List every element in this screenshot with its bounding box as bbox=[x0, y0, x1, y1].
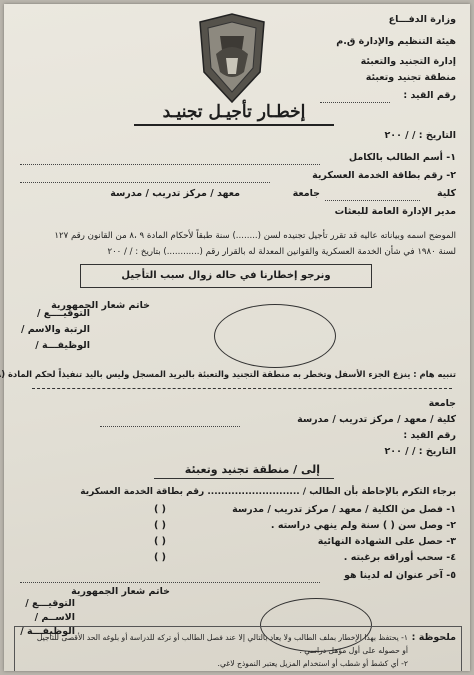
option-age-limit: ٢- وصل سن ( ) سنة ولم ينهي دراسته . bbox=[270, 520, 456, 531]
option-1-bracket[interactable]: ( ) bbox=[154, 504, 166, 515]
option-2-bracket[interactable]: ( ) bbox=[154, 520, 166, 531]
option-4-bracket[interactable]: ( ) bbox=[154, 552, 166, 563]
form2-request: برجاء التكرم بالإحاطة بأن الطالب / ........................... رقم بطاقة الخدمة العسكرية bbox=[80, 487, 456, 497]
form2-college-dots[interactable] bbox=[100, 425, 240, 427]
student-name-label: ١- أسم الطالب بالكامل bbox=[348, 152, 456, 163]
military-card-label: ٢- رقم بطاقة الخدمة العسكرية bbox=[312, 170, 456, 181]
authority-label: هيئة التنظيم والإدارة ق.م bbox=[336, 36, 456, 47]
option-3-bracket[interactable]: ( ) bbox=[154, 536, 166, 547]
rank-name-label: الرتبة والاسم / bbox=[20, 324, 90, 335]
date-label: التاريخ : / / ٢٠٠ bbox=[384, 130, 456, 141]
important-notice: تنبيه هام : ينزع الجزء الأسفل وتخطر به منطقة التجنيد والتعبئة بالبريد المسجل وليس باليد تنفيذاً لحكم المادة ( bbox=[1, 369, 456, 379]
form2-position-label: الوظيفـــة / bbox=[20, 626, 75, 637]
decision-body-1: الموضح اسمه وبياناته عاليه قد تقرر تأجيل تجنيده لسن (........) سنة طبقاً لأحكام المادة ٩ ،٨ من القانون رقم ١٢٧ bbox=[54, 231, 456, 241]
form2-college-label: كلية / معهد / مركز تدريب / مدرسة bbox=[297, 414, 456, 425]
director-label: مدير الإدارة العامة للبعثات bbox=[334, 206, 456, 217]
eagle-emblem-icon bbox=[196, 10, 268, 110]
stamp-label: خاتم شعار الجمهورية bbox=[51, 300, 150, 311]
form2-name-label: الاســم / bbox=[34, 612, 75, 623]
last-address-dots[interactable] bbox=[20, 581, 320, 583]
ministry-label: وزارة الدفـــاع bbox=[388, 14, 456, 25]
position-label: الوظيفـــة / bbox=[35, 340, 90, 351]
form2-stamp-label: خاتم شعار الجمهورية bbox=[71, 586, 170, 597]
signature-label: التوقيــــع / bbox=[36, 308, 90, 319]
stamp-circle bbox=[214, 304, 336, 368]
form2-ref-no-label: رقم القيد : bbox=[403, 430, 456, 441]
decision-body-2: لسنة ١٩٨٠ في شأن الخدمة العسكرية والقوانين المعدلة له بالقرار رقم (............) بتاريخ : / / ٢٠٠ bbox=[107, 247, 456, 257]
university-label: جامعة bbox=[292, 188, 320, 199]
military-card-dots[interactable] bbox=[20, 181, 270, 183]
form-title: إخطـار تأجيـل تجنيـد bbox=[134, 102, 334, 126]
option-withdrew: ٤- سحب أوراقه برغبته . bbox=[343, 552, 456, 563]
form2-date-label: التاريخ : / / ٢٠٠ bbox=[384, 446, 456, 457]
institute-label: معهد / مركز تدريب / مدرسة bbox=[110, 188, 240, 199]
option-dismissed: ١- فصل من الكلية / معهد / مركز تدريب / مدرسة bbox=[232, 504, 456, 515]
option-graduated: ٣- حصل على الشهادة النهائية bbox=[317, 536, 456, 547]
form2-university-label: جامعة bbox=[428, 398, 456, 409]
form-sheet bbox=[1, 4, 470, 671]
notify-request-box: ونرجو إخطارنا في حاله زوال سبب التأجيل bbox=[80, 264, 372, 288]
tear-line bbox=[32, 388, 452, 389]
form2-signature-label: التوقيـــع / bbox=[25, 598, 75, 609]
dept-label: إدارة التجنيد والتعبئة bbox=[360, 56, 456, 67]
college-label: كلية bbox=[436, 188, 456, 199]
college-dots[interactable] bbox=[325, 199, 420, 201]
last-address-label: ٥- آخر عنوان له لدينا هو bbox=[344, 570, 456, 581]
zone-label: منطقة تجنيد وتعبئة bbox=[365, 72, 456, 83]
student-name-dots[interactable] bbox=[20, 163, 320, 165]
note-1: ١- يحتفظ بهذا الإخطار بملف الطالب ولا يعاد بالتالي إلا عند فصل الطالب أو تركه للدراسة أو بلوغه الحد الأقصى للتأجيل bbox=[36, 633, 408, 642]
notes-label: ملحوظة : bbox=[411, 632, 456, 643]
note-1b: أو حصوله على أول مؤهل دراسي . bbox=[299, 646, 408, 655]
ref-no-label: رقم القيد : bbox=[403, 90, 456, 101]
note-2: ٢- أي كشط أو شطب أو استخدام المزيل يعتبر النموذج لاغي. bbox=[217, 659, 408, 668]
form2-recipient: إلى / منطقة تجنيد وتعبئة bbox=[184, 463, 320, 476]
recipient-underline bbox=[154, 478, 334, 479]
